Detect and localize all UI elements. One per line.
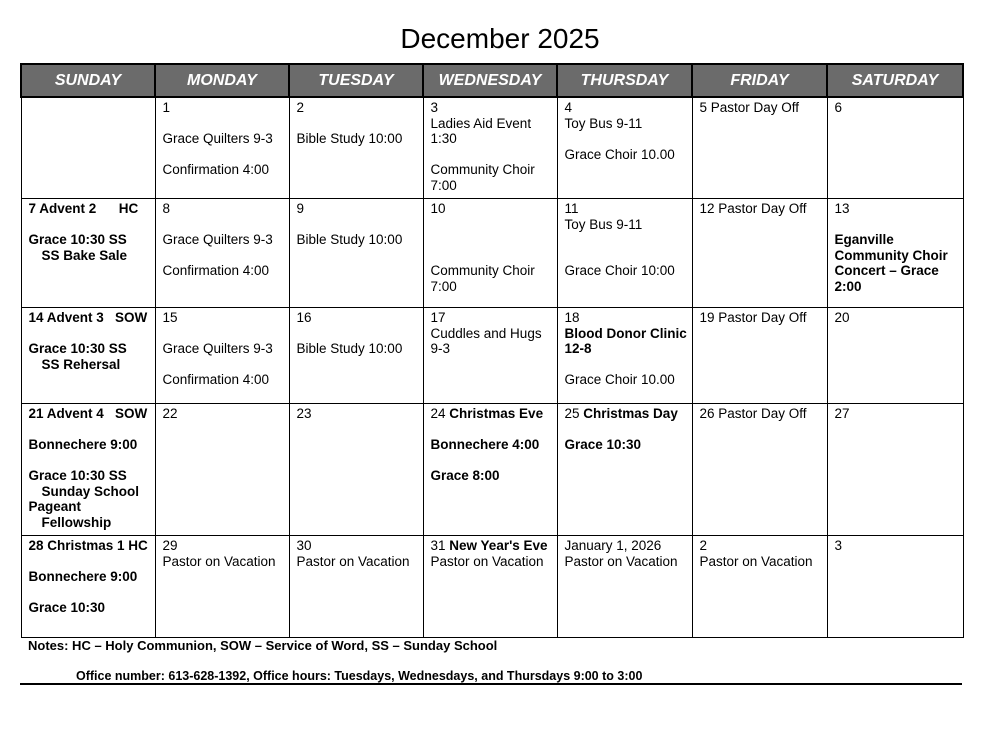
line-text: Pastor on Vacation <box>699 553 813 569</box>
event-line <box>297 232 416 248</box>
line-text: 23 <box>296 406 312 421</box>
day-cell-wednesday <box>423 308 557 404</box>
event-line <box>431 453 550 469</box>
day-cell-sunday <box>21 536 155 638</box>
line-text: 11 <box>564 201 579 216</box>
event-line <box>565 437 685 453</box>
event-line <box>29 453 148 469</box>
event-line <box>431 178 550 194</box>
line-text: 18 <box>564 310 580 325</box>
day-number-line <box>29 538 148 554</box>
line-text: Blood Donor Clinic <box>564 325 687 341</box>
event-line <box>29 554 148 570</box>
line-text: 12-8 <box>564 341 592 356</box>
holiday-name: Christmas Day <box>583 406 678 421</box>
day-cell-tuesday <box>289 536 423 638</box>
day-number-line <box>163 100 282 116</box>
event-line <box>163 341 282 357</box>
event-line <box>163 248 282 264</box>
line-text: 24 <box>430 406 450 421</box>
event-line <box>431 326 550 342</box>
line-text: 12 Pastor Day Off <box>699 201 807 216</box>
line-text: Ladies Aid Event <box>430 115 532 131</box>
day-cell-saturday <box>827 404 963 536</box>
event-line <box>29 248 148 264</box>
line-text: 5 Pastor Day Off <box>699 100 800 115</box>
line-text: Grace Quilters 9-3 <box>162 131 273 146</box>
event-line <box>565 131 685 147</box>
line-text: Community Choir <box>430 162 535 177</box>
day-cell-friday <box>692 536 827 638</box>
line-text: Pastor on Vacation <box>296 553 410 569</box>
line-text: 10 <box>430 201 446 216</box>
event-line <box>29 437 148 453</box>
event-line <box>565 357 685 373</box>
event-line <box>163 217 282 233</box>
event-line <box>29 484 148 500</box>
day-cell-saturday <box>827 199 963 308</box>
line-text: 2:00 <box>834 278 862 294</box>
day-number-line <box>431 310 550 326</box>
line-text: 30 <box>296 538 312 553</box>
event-line <box>431 147 550 163</box>
line-text: Pastor on Vacation <box>162 553 276 569</box>
day-number-line <box>163 310 282 326</box>
day-number-line <box>835 406 956 422</box>
line-text: Bonnechere 9:00 <box>28 569 138 584</box>
day-number-line <box>431 538 550 554</box>
line-text: Grace 8:00 <box>430 468 500 483</box>
line-text: 31 <box>430 538 450 553</box>
event-line <box>431 248 550 264</box>
line-text: January 1, 2026 <box>564 538 662 553</box>
line-text: Grace 10:30 SS <box>28 232 127 247</box>
day-cell-monday <box>155 97 289 199</box>
notes-text: Notes: HC – Holy Communion, SOW – Service of Word, SS – Sunday School <box>28 638 498 653</box>
line-text: 6 <box>834 100 843 115</box>
line-text: 13 <box>834 201 850 216</box>
event-line <box>431 422 550 438</box>
day-number-line <box>565 201 685 217</box>
calendar-week-row <box>21 199 963 308</box>
line-text: SS Rehersal <box>41 356 121 372</box>
event-line <box>29 569 148 585</box>
line-text: SS Bake Sale <box>41 247 128 263</box>
event-line <box>29 341 148 357</box>
event-line <box>29 499 148 515</box>
line-text: 7 Advent 2 HC <box>28 201 139 216</box>
office-info-text: Office number: 613-628-1392, Office hours: Tuesdays, Wednesdays, and Thursdays 9:00 to 3:00 <box>76 669 643 683</box>
line-text: Bible Study 10:00 <box>296 131 403 146</box>
event-line <box>163 372 282 388</box>
line-text: Toy Bus 9-11 <box>564 216 643 232</box>
line-text: Bible Study 10:00 <box>296 232 403 247</box>
line-text: 22 <box>162 406 178 421</box>
weekday-header-friday: FRIDAY <box>692 64 827 97</box>
event-line <box>565 147 685 163</box>
day-cell-tuesday <box>289 404 423 536</box>
day-number-line <box>431 406 550 422</box>
day-number-line <box>297 538 416 554</box>
event-line <box>835 248 956 264</box>
weekday-header-wednesday: WEDNESDAY <box>423 64 557 97</box>
event-line <box>565 372 685 388</box>
day-number-line <box>297 201 416 217</box>
line-text: 28 Christmas 1 HC <box>28 538 148 553</box>
event-line <box>565 554 685 570</box>
day-number-line <box>565 406 685 422</box>
calendar-title: December 2025 <box>400 23 600 54</box>
line-text: Bonnechere 9:00 <box>28 437 138 452</box>
calendar-weeks <box>21 97 963 638</box>
event-line <box>565 217 685 233</box>
event-line <box>29 217 148 233</box>
event-line <box>431 217 550 233</box>
line-text: Grace 10:30 <box>28 600 106 615</box>
day-cell-tuesday <box>289 199 423 308</box>
day-number-line <box>565 538 685 554</box>
day-number-line <box>835 100 956 116</box>
event-line <box>163 554 282 570</box>
event-line <box>297 341 416 357</box>
event-line <box>163 357 282 373</box>
line-text: 26 Pastor Day Off <box>699 406 807 421</box>
event-line <box>431 162 550 178</box>
line-text: Grace Quilters 9-3 <box>162 232 273 247</box>
line-text: 14 Advent 3 SOW <box>28 310 148 325</box>
day-cell-sunday <box>21 404 155 536</box>
event-line <box>29 600 148 616</box>
line-text: 21 Advent 4 SOW <box>28 406 148 421</box>
event-line <box>835 263 956 279</box>
event-line <box>565 263 685 279</box>
line-text: 2 <box>296 100 305 115</box>
weekday-header-row <box>21 64 963 97</box>
weekday-header-thursday: THURSDAY <box>557 64 692 97</box>
line-text: Grace Choir 10.00 <box>564 146 675 162</box>
day-number-line <box>431 201 550 217</box>
line-text: Cuddles and Hugs <box>430 325 542 341</box>
day-number-line <box>835 538 956 554</box>
event-line <box>163 131 282 147</box>
event-line <box>29 357 148 373</box>
event-line <box>431 468 550 484</box>
day-number-line <box>700 100 820 116</box>
event-line <box>431 437 550 453</box>
day-number-line <box>700 201 820 217</box>
event-line <box>431 232 550 248</box>
day-cell-saturday <box>827 308 963 404</box>
event-line <box>565 422 685 438</box>
calendar-week-row <box>21 308 963 404</box>
line-text: 15 <box>162 310 178 325</box>
line-text: Sunday School <box>41 483 140 499</box>
footer-rule <box>20 683 962 685</box>
event-line <box>297 217 416 233</box>
line-text: 1:30 <box>430 131 457 146</box>
calendar-week-row <box>21 97 963 199</box>
day-cell-friday <box>692 308 827 404</box>
line-text: Bible Study 10:00 <box>296 341 403 356</box>
day-cell-tuesday <box>289 97 423 199</box>
weekday-header-tuesday: TUESDAY <box>289 64 423 97</box>
line-text: Concert – Grace <box>834 263 939 278</box>
weekday-header-saturday: SATURDAY <box>827 64 963 97</box>
line-text: Fellowship <box>41 514 112 530</box>
day-number-line <box>835 201 956 217</box>
line-text: Grace 10:30 SS <box>28 341 127 356</box>
calendar-week-row <box>21 536 963 638</box>
event-line <box>565 326 685 342</box>
day-cell-sunday <box>21 199 155 308</box>
weekday-header-sunday: SUNDAY <box>21 64 155 97</box>
day-cell-friday <box>692 97 827 199</box>
day-number-line <box>297 100 416 116</box>
event-line <box>431 554 550 570</box>
line-text: Grace Choir 10.00 <box>564 372 675 387</box>
event-line <box>163 162 282 178</box>
day-number-line <box>835 310 956 326</box>
line-text: Confirmation 4:00 <box>162 263 270 278</box>
event-line <box>29 585 148 601</box>
day-number-line <box>163 538 282 554</box>
event-line <box>29 326 148 342</box>
day-cell-saturday <box>827 97 963 199</box>
event-line <box>565 341 685 357</box>
line-text: 3 <box>834 538 843 553</box>
event-line <box>431 263 550 279</box>
line-text: Grace Choir 10:00 <box>564 263 675 278</box>
day-number-line <box>700 310 820 326</box>
event-line <box>29 515 148 531</box>
line-text: Community Choir <box>834 247 948 263</box>
line-text: Grace 10:30 <box>564 437 642 452</box>
line-text: Pageant <box>28 499 82 514</box>
line-text: Pastor on Vacation <box>564 553 678 569</box>
event-line <box>163 232 282 248</box>
line-text: 9 <box>296 201 305 216</box>
day-cell-monday <box>155 404 289 536</box>
day-number-line <box>163 406 282 422</box>
weekday-header-monday: MONDAY <box>155 64 289 97</box>
line-text: 17 <box>430 310 446 325</box>
day-cell-wednesday <box>423 97 557 199</box>
line-text: 3 <box>430 100 439 115</box>
event-line <box>565 248 685 264</box>
day-number-line <box>700 538 820 554</box>
day-number-line <box>297 310 416 326</box>
line-text: Bonnechere 4:00 <box>430 437 540 452</box>
line-text: 25 <box>564 406 584 421</box>
day-cell-thursday <box>557 199 692 308</box>
day-cell-sunday <box>21 308 155 404</box>
day-cell-monday <box>155 536 289 638</box>
event-line <box>29 468 148 484</box>
calendar-week-row <box>21 404 963 536</box>
day-cell-friday <box>692 404 827 536</box>
line-text: 9-3 <box>430 341 451 356</box>
line-text: 7:00 <box>430 278 457 294</box>
day-cell-saturday <box>827 536 963 638</box>
day-cell-wednesday <box>423 404 557 536</box>
day-number-line <box>29 406 148 422</box>
event-line <box>835 279 956 295</box>
day-cell-tuesday <box>289 308 423 404</box>
event-line <box>835 232 956 248</box>
event-line <box>565 232 685 248</box>
event-line <box>297 326 416 342</box>
day-number-line <box>431 100 550 116</box>
line-text: 1 <box>162 100 171 115</box>
day-cell-thursday <box>557 308 692 404</box>
line-text: Eganville <box>834 232 894 247</box>
event-line <box>163 147 282 163</box>
day-cell-thursday <box>557 97 692 199</box>
event-line <box>163 326 282 342</box>
day-cell-friday <box>692 199 827 308</box>
day-number-line <box>565 310 685 326</box>
event-line <box>297 554 416 570</box>
line-text: 8 <box>162 201 171 216</box>
line-text: Toy Bus 9-11 <box>564 115 643 131</box>
calendar-grid <box>20 63 964 638</box>
event-line <box>163 263 282 279</box>
event-line <box>29 422 148 438</box>
day-cell-wednesday <box>423 199 557 308</box>
day-cell-monday <box>155 199 289 308</box>
line-text: Community Choir <box>430 263 535 278</box>
event-line <box>431 279 550 295</box>
day-number-line <box>29 310 148 326</box>
line-text: Pastor on Vacation <box>430 553 544 569</box>
day-number-line <box>565 100 685 116</box>
line-text: Confirmation 4:00 <box>162 372 270 387</box>
day-number-line <box>297 406 416 422</box>
day-number-line <box>29 201 148 217</box>
holiday-name: Christmas Eve <box>449 406 544 421</box>
event-line <box>700 554 820 570</box>
event-line <box>297 131 416 147</box>
line-text: 29 <box>162 538 178 553</box>
event-line <box>297 116 416 132</box>
event-line <box>29 232 148 248</box>
line-text: 20 <box>834 310 850 325</box>
line-text: 19 Pastor Day Off <box>699 310 807 325</box>
day-cell-sunday <box>21 97 155 199</box>
line-text: 4 <box>564 100 573 115</box>
line-text: 27 <box>834 406 850 421</box>
holiday-name: New Year's Eve <box>449 538 548 553</box>
day-cell-thursday <box>557 404 692 536</box>
event-line <box>431 341 550 357</box>
day-cell-wednesday <box>423 536 557 638</box>
day-number-line <box>163 201 282 217</box>
line-text: 2 <box>699 538 708 553</box>
line-text: Confirmation 4:00 <box>162 162 270 177</box>
line-text: 16 <box>296 310 312 325</box>
day-cell-monday <box>155 308 289 404</box>
event-line <box>835 217 956 233</box>
line-text: Grace 10:30 SS <box>28 468 127 483</box>
event-line <box>565 116 685 132</box>
day-cell-thursday <box>557 536 692 638</box>
event-line <box>163 116 282 132</box>
event-line <box>431 116 550 132</box>
line-text: Grace Quilters 9-3 <box>162 341 273 356</box>
line-text: 7:00 <box>430 177 457 193</box>
event-line <box>431 131 550 147</box>
day-number-line <box>700 406 820 422</box>
